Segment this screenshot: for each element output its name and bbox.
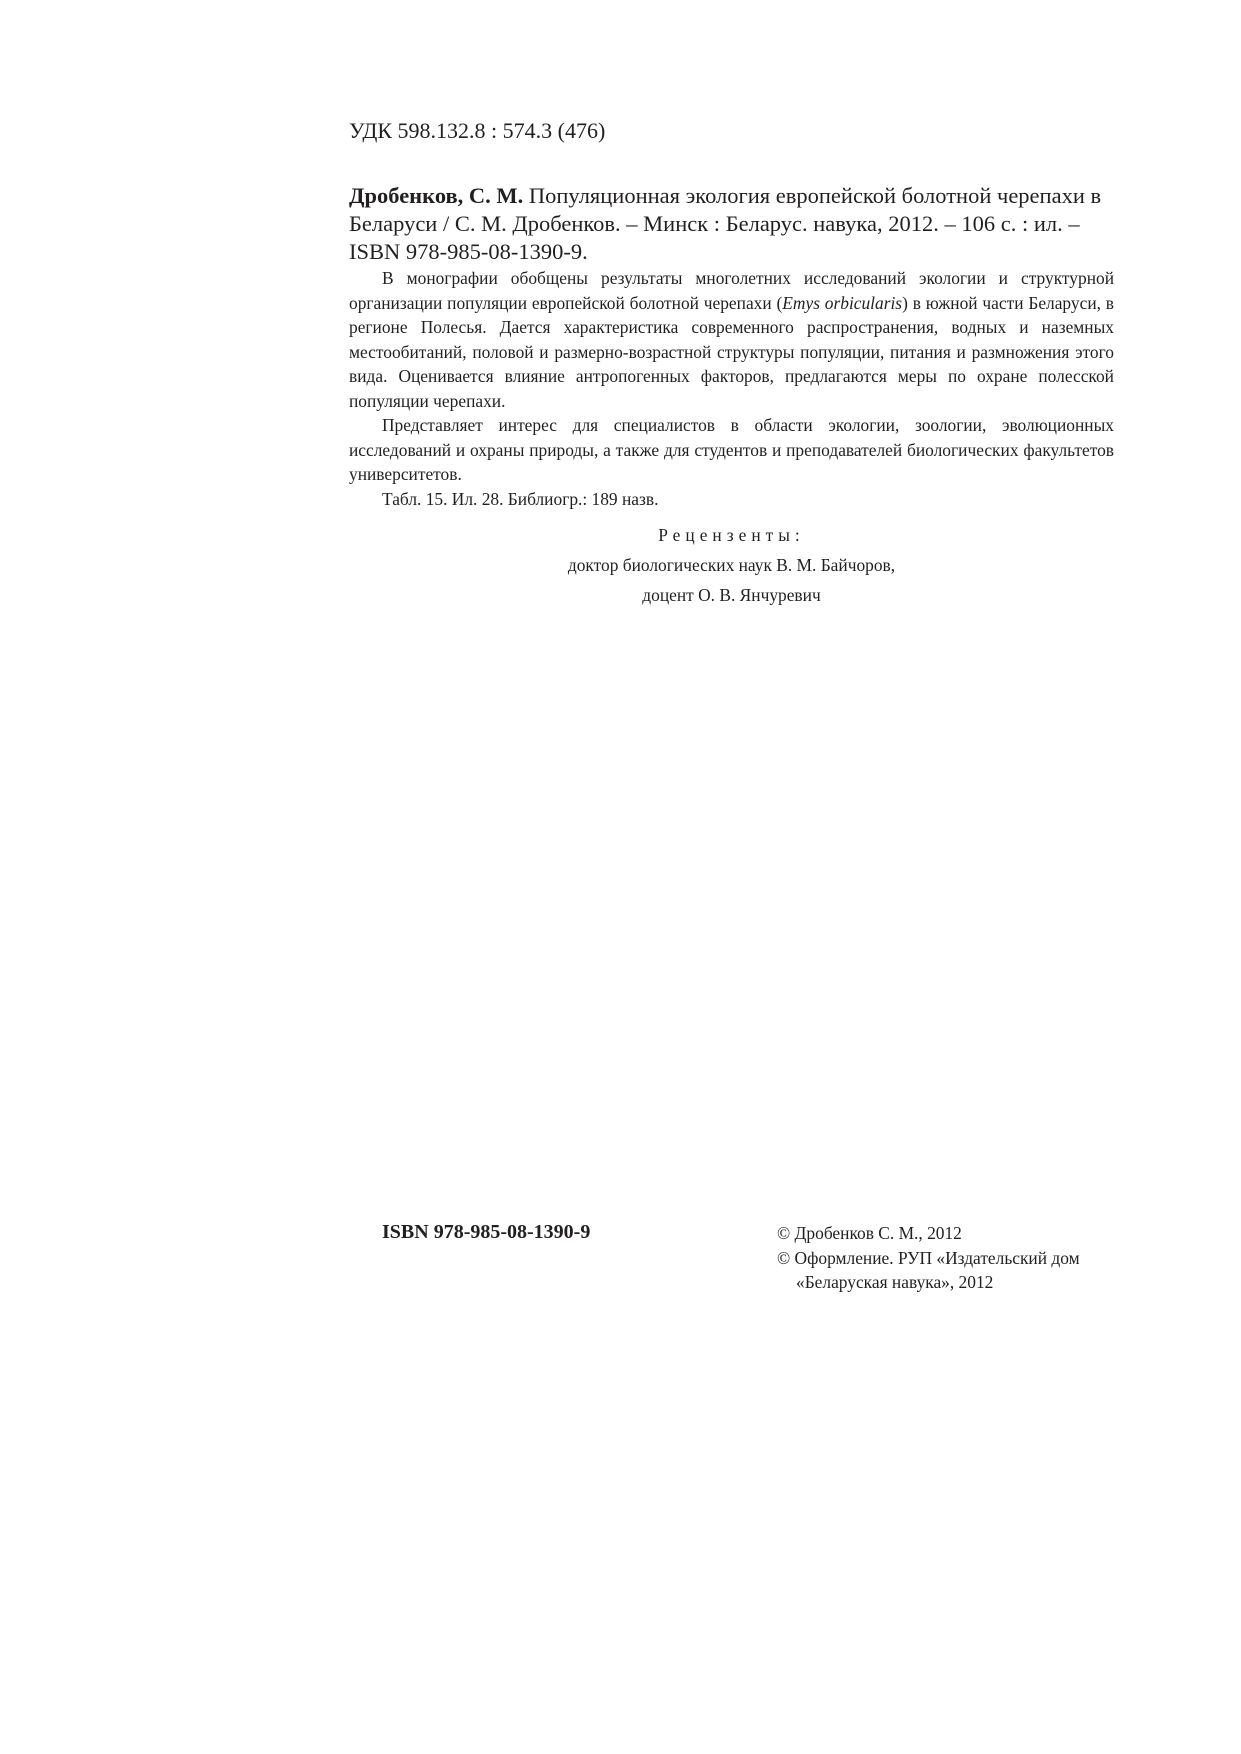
annotation-paragraph-2: Представляет интерес для специалистов в области экологии, зоологии, эволюционных исследований и охраны природы, а также для студентов и преподавателей биологических факультетов университетов. [349, 415, 1114, 484]
reviewer-1: доктор биологических наук В. М. Байчоров, [567, 555, 896, 575]
copyright-line-3: «Беларуская навука», 2012 [796, 1272, 994, 1292]
annotation-text: ) в южной части Беларуси, в регионе Полесья. Дается характеристика современного распространения, водных и наземных местообитаний, половой и размерно-возрастной структуры популяции, питания и размножения этого вида. Оценивается влияние антропогенных факторов, предлагаются меры по охране полесской популяции черепахи. [349, 292, 1114, 411]
copyright-line-2: © Оформление. РУП «Издательский дом [777, 1247, 1080, 1268]
annotation [349, 266, 1114, 511]
copyright-block [777, 1221, 1080, 1295]
reviewers-heading: Рецензенты: [658, 525, 805, 545]
author-name: Дробенков, С. М. [349, 183, 524, 208]
species-name: Emys orbicularis [782, 292, 903, 313]
reviewers-block [349, 522, 1114, 612]
annotation-stats: Табл. 15. Ил. 28. Библиогр.: 189 назв. [382, 488, 659, 509]
isbn-number: ISBN 978-985-08-1390-9 [382, 1221, 591, 1243]
annotation-paragraph-1 [349, 266, 1114, 413]
annotation-text: В монографии обобщены результаты многолетних исследований экологии и структурной организации популяции европейской болотной черепахи ( [349, 268, 1114, 313]
reviewer-2: доцент О. В. Янчуревич [642, 585, 821, 605]
bibliographic-description: Популяционная экология европейской болотной черепахи в Беларуси / С. М. Дробенков. – Минск : Беларус. навука, 2012. – 106 с. : ил. – ISBN 978-985-08-1390-9. [349, 183, 1102, 264]
udk-code: УДК 598.132.8 : 574.3 (476) [349, 118, 606, 143]
bibliographic-record [349, 182, 1114, 266]
copyright-line-1: © Дробенков С. М., 2012 [777, 1223, 962, 1243]
